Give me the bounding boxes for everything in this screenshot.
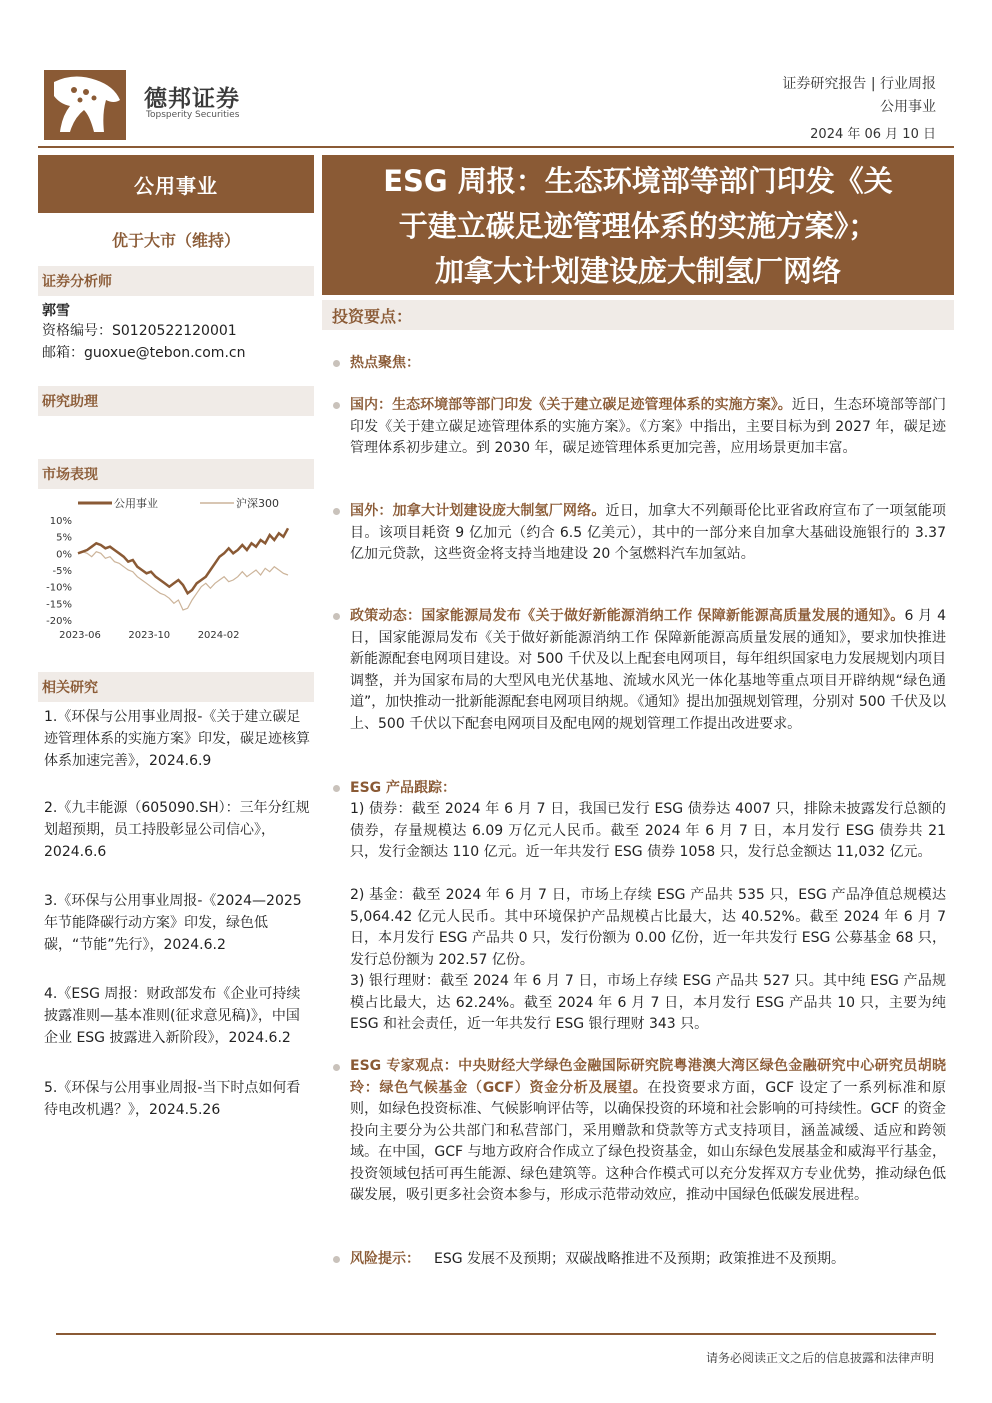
sector-banner: 公用事业	[38, 155, 314, 213]
report-title-line-2: 于建立碳足迹管理体系的实施方案》；	[398, 209, 878, 243]
expert-text: 在投资要求方面，GCF 设定了一系列标准和原则，如绿色投资标准、气候影响评估等，以确保投资的环境和社会影响的可持续性。GCF 的资金投向主要分为公共部门和私营部门，采用赠款和贷款等方式支持项目，涵盖减缓、适应和跨领域。在中国，GCF 与地方政府合作成立了绿色投资基金，如山东绿色发展基金和威海平行基金，投资领域包括可再生能源、绿色建筑等。这种合作模式可以充分发挥双方专业优势，推动绿色低碳发展，吸引更多社会资本参与，形成示范带动效应，推动中国绿色低碳发展进程。	[350, 1079, 946, 1203]
footer-disclaimer: 请务必阅读正文之后的信息披露和法律声明	[705, 1351, 934, 1365]
risk-label: 风险提示：	[350, 1251, 420, 1267]
policy-paragraph	[350, 606, 946, 735]
related-item-1[interactable]: 1.《环保与公用事业周报-《关于建立碳足迹管理体系的实施方案》印发，碳足迹核算体系加速完善》，2024.6.9	[44, 709, 310, 769]
expert-paragraph	[350, 1056, 946, 1207]
chart-legend	[78, 496, 279, 510]
y-tick-label: 5%	[56, 532, 72, 544]
foreign-label: 国外：加拿大计划建设庞大制氢厂网络。	[350, 503, 606, 519]
related-item-2[interactable]: 2.《九丰能源（605090.SH）：三年分红规划超预期，员工持股彰显公司信心》，2024.6.6	[44, 800, 310, 860]
y-tick-label: -10%	[46, 582, 72, 594]
report-date: 2024 年 06 月 10 日	[810, 127, 936, 142]
brand-english-name: Topsperity Securities	[146, 110, 240, 120]
report-title-line-1: ESG 周报：生态环境部等部门印发《关	[383, 164, 893, 198]
x-tick-label: 2023-06	[59, 630, 101, 641]
domestic-paragraph	[350, 395, 946, 460]
y-tick-label: 10%	[49, 516, 72, 527]
report-industry: 公用事业	[880, 99, 936, 115]
x-tick-label: 2024-02	[197, 630, 240, 641]
analyst-section-header: 证券分析师	[38, 266, 314, 296]
footer-divider	[56, 1333, 936, 1335]
risk-paragraph	[350, 1249, 946, 1271]
related-item-3[interactable]: 3.《环保与公用事业周报-《2024—2025 年节能降碳行动方案》印发，绿色低碳，“节能”先行》，2024.6.2	[44, 893, 302, 953]
report-type: 证券研究报告 | 行业周报	[782, 76, 936, 92]
bullet-icon	[333, 360, 340, 367]
y-tick-label: -20%	[46, 616, 72, 627]
market-performance-chart	[38, 490, 316, 650]
market-section-header: 市场表现	[38, 459, 314, 489]
risk-text: ESG 发展不及预期；双碳战略推进不及预期；政策推进不及预期。	[434, 1251, 846, 1267]
key-points-header: 投资要点：	[322, 300, 954, 330]
legend-label-benchmark: 沪深300	[236, 497, 279, 510]
bullet-icon	[333, 1256, 340, 1263]
analyst-certificate: 资格编号：S0120522120001	[42, 323, 237, 339]
legend-label-sector: 公用事业	[114, 497, 158, 510]
analyst-email: 邮箱：guoxue@tebon.com.cn	[42, 345, 246, 361]
rating-label: 优于大市（维持）	[111, 231, 240, 250]
header-divider	[38, 146, 954, 148]
company-logo	[44, 70, 126, 140]
related-item-4[interactable]: 4.《ESG 周报：财政部发布《企业可持续披露准则—基本准则(征求意见稿)》，中国企业 ESG 披露进入新阶段》，2024.6.2	[44, 986, 301, 1046]
bullet-icon	[333, 785, 340, 792]
domestic-text: 近日，生态环境部等部门印发《关于建立碳足迹管理体系的实施方案》。《方案》中指出，主要目标为到 2027 年，碳足迹管理体系初步建立。到 2030 年，碳足迹管理体系更加完善，应用场景更加丰富。	[350, 397, 947, 456]
y-tick-label: -15%	[46, 599, 72, 611]
x-tick-label: 2023-10	[128, 630, 171, 641]
bullet-icon	[333, 508, 340, 515]
report-title	[322, 155, 954, 295]
y-tick-label: -5%	[52, 566, 72, 577]
policy-label: 政策动态：国家能源局发布《关于做好新能源消纳工作 保障新能源高质量发展的通知》。	[350, 608, 905, 624]
esg-bonds: 1) 债券：截至 2024 年 6 月 7 日，我国已发行 ESG 债券达 4007 只，排除未披露发行总额的债券，存量规模达 6.09 万亿元人民币。截至 2024 年 6 月 7 日，本月发行 ESG 债券共 21 只，发行金额达 110 亿元。近一年共发行 ESG 债券 1058 只，发行总金额达 11,032 亿元。	[350, 801, 946, 860]
analyst-name: 郭雪	[42, 303, 70, 319]
esg-heading: ESG 产品跟踪：	[350, 780, 457, 796]
brand-name: 德邦证券	[144, 86, 240, 112]
assistant-section-header: 研究助理	[38, 386, 314, 416]
policy-text: 6 月 4 日，国家能源局发布《关于做好新能源消纳工作 保障新能源高质量发展的通知》，要求加快推进新能源配套电网项目建设。对 500 千伏及以上配套电网项目，每年组织国家电力发展规划内项目调整，并为国家布局的大型风电光伏基地、流域水风光一体化基地等重点项目开辟纳规“绿色通道”，加快推动一批新能源配套电网项目纳规。《通知》提出加强规划管理，分别对 500 千伏及以上、500 千伏以下配套电网项目及配电网的规划管理工作提出改进要求。	[350, 608, 946, 732]
bullet-icon	[333, 1064, 340, 1071]
foreign-text: 近日，加拿大不列颠哥伦比亚省政府宣布了一项氢能项目。该项目耗资 9 亿加元（约合 6.5 亿美元），其中的一部分来自加拿大基础设施银行的 3.37 亿加元贷款，这些资金将支持当地建设 20 个氢燃料汽车加氢站。	[350, 503, 947, 562]
related-section-header: 相关研究	[38, 672, 314, 702]
report-title-line-3: 加拿大计划建设庞大制氢厂网络	[434, 254, 841, 288]
bullet-icon	[333, 613, 340, 620]
focus-heading: 热点聚焦：	[350, 355, 420, 371]
series-line-benchmark	[78, 552, 288, 610]
foreign-paragraph	[350, 501, 946, 566]
y-tick-label: 0%	[56, 549, 72, 561]
expert-label: ESG 专家观点：中央财经大学绿色金融国际研究院粤港澳大湾区绿色金融研究中心研究员胡晓玲：绿色气候基金（GCF）资金分析及展望。	[350, 1058, 946, 1096]
related-item-5[interactable]: 5.《环保与公用事业周报-当下时点如何看待电改机遇？》，2024.5.26	[44, 1080, 301, 1118]
esg-bank-wealth: 3) 银行理财：截至 2024 年 6 月 7 日，市场上存续 ESG 产品共 527 只。其中纯 ESG 产品规模占比最大，达 62.24%。截至 2024 年 6 月 7 日，本月发行 ESG 产品共 10 只，主要为纯 ESG 和社会责任，近一年共发行 ESG 银行理财 343 只。	[350, 973, 946, 1032]
esg-funds: 2) 基金：截至 2024 年 6 月 7 日，市场上存续 ESG 产品共 535 只，ESG 产品净值总规模达 5,064.42 亿元人民币。其中环境保护产品规模占比最大，达 40.52%。截至 2024 年 6 月 7 日，本月发行 ESG 产品共 0 只，发行份额为 0.00 亿份，近一年共发行 ESG 公募基金 68 只，发行总份额为 202.57 亿份。	[350, 887, 946, 968]
series-line-sector	[78, 528, 288, 593]
domestic-label: 国内：生态环境部等部门印发《关于建立碳足迹管理体系的实施方案》。	[350, 397, 792, 413]
bullet-icon	[333, 402, 340, 409]
